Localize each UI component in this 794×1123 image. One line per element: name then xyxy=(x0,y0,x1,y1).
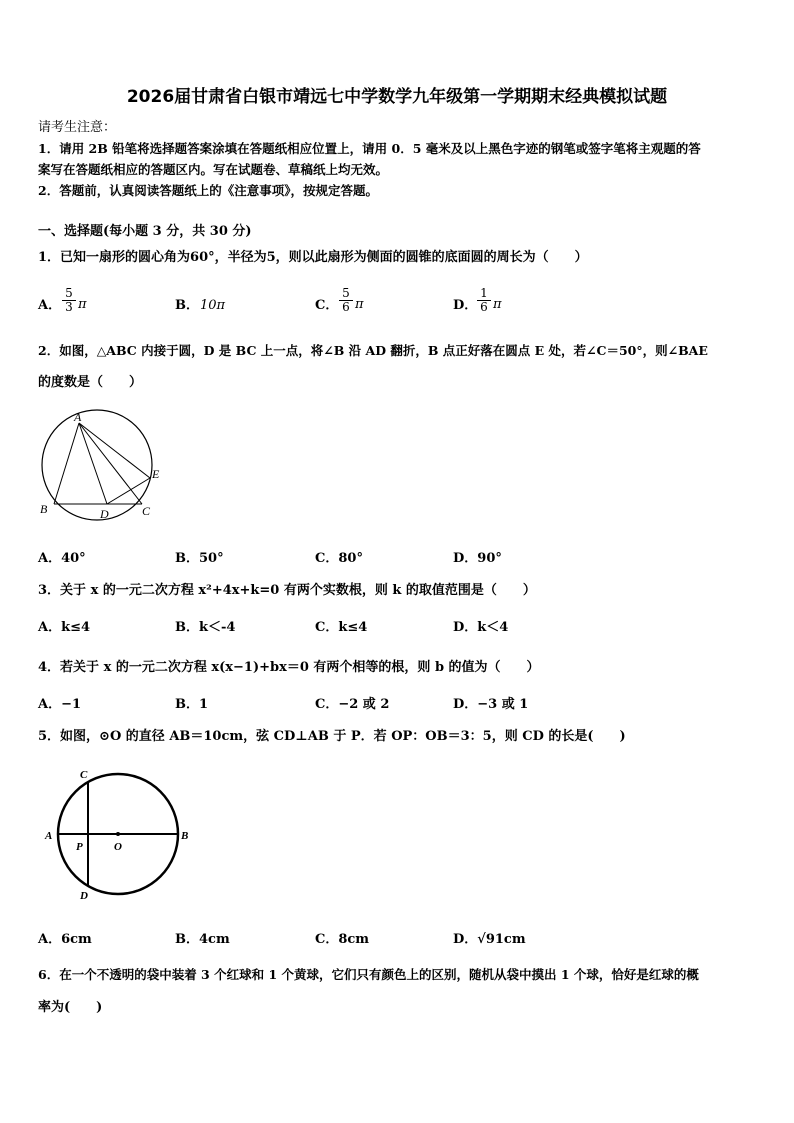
q1-a-denominator: 3 xyxy=(65,300,73,314)
q2-label-d: D xyxy=(100,507,109,521)
q5-option-d: D．√91cm xyxy=(453,932,526,947)
q1-option-c-label: C． xyxy=(315,298,339,313)
q2-label-e: E xyxy=(152,467,160,481)
q2-segment-de xyxy=(107,478,150,504)
q1-c-pi: π xyxy=(355,297,364,312)
q2-figure xyxy=(30,405,180,525)
q2-segment-ad xyxy=(79,423,107,504)
q1-option-d-label: D． xyxy=(453,298,478,313)
q5-center-point xyxy=(116,832,120,836)
q1-option-b: 10π xyxy=(200,298,226,313)
section-heading: 一、选择题(每小题 3 分，共 30 分) xyxy=(38,224,252,239)
q1-c-numerator: 5 xyxy=(339,287,353,301)
q4-stem: 4．若关于 x 的一元二次方程 x(x−1)+bx＝0 有两个相等的根，则 b 的值为（ ） xyxy=(38,660,540,675)
q1-option-a-fraction xyxy=(62,287,76,314)
q3-option-d: D．k＜4 xyxy=(453,620,509,635)
q3-option-a: A．k≤4 xyxy=(38,620,91,635)
notice-line-1b: 案写在答题纸相应的答题区内。写在试题卷、草稿纸上均无效。 xyxy=(38,162,389,177)
q1-option-d-fraction xyxy=(477,287,491,314)
q4-option-d: D．−3 或 1 xyxy=(453,697,529,712)
q1-d-numerator: 1 xyxy=(477,287,491,301)
q2-segment-ae xyxy=(79,423,150,478)
q1-a-numerator: 5 xyxy=(62,287,76,301)
q2-label-b: B xyxy=(40,502,48,516)
q4-option-a: A．−1 xyxy=(38,697,82,712)
q6-stem-line-1: 6．在一个不透明的袋中装着 3 个红球和 1 个黄球，它们只有颜色上的区别，随机从袋中摸出 1 个球，恰好是红球的概 xyxy=(38,967,699,982)
q5-option-a: A．6cm xyxy=(38,932,92,947)
q5-label-p: P xyxy=(76,841,83,853)
q1-option-b-label: B． xyxy=(175,298,199,313)
q4-option-b: B．1 xyxy=(175,697,209,712)
q4-option-c: C．−2 或 2 xyxy=(315,697,390,712)
q1-option-c-fraction xyxy=(339,287,353,314)
q5-label-b: B xyxy=(181,830,189,842)
q2-option-b: B．50° xyxy=(175,551,224,566)
q6-stem-line-2: 率为( ) xyxy=(38,1000,103,1015)
q5-option-c: C．8cm xyxy=(315,932,370,947)
q1-stem: 1．已知一扇形的圆心角为60°，半径为5，则以此扇形为侧面的圆锥的底面圆的周长为（ ） xyxy=(38,250,588,265)
q2-segment-ac xyxy=(79,423,142,504)
q5-label-d: D xyxy=(80,890,88,902)
q3-option-b: B．k＜-4 xyxy=(175,620,236,635)
q5-figure xyxy=(40,765,200,905)
q2-option-a: A．40° xyxy=(38,551,86,566)
q5-label-o: O xyxy=(114,841,122,853)
q5-label-a: A xyxy=(45,830,53,842)
q1-d-denominator: 6 xyxy=(480,300,488,314)
q5-option-b: B．4cm xyxy=(175,932,230,947)
q1-a-pi: π xyxy=(78,297,87,312)
q2-label-c: C xyxy=(142,504,151,518)
notice-line-1: 1．请用 2B 铅笔将选择题答案涂填在答题纸相应位置上，请用 0．5 毫米及以上黑色字迹的钢笔或签字笔将主观题的答 xyxy=(38,141,701,156)
q5-label-c: C xyxy=(80,769,88,781)
q2-stem-line-2: 的度数是（ ） xyxy=(38,375,143,390)
notice-heading: 请考生注意： xyxy=(38,120,117,135)
q2-option-c: C．80° xyxy=(315,551,363,566)
q2-stem-line-1: 2．如图，△ABC 内接于圆，D 是 BC 上一点，将∠B 沿 AD 翻折，B 点正好落在圆点 E 处，若∠C＝50°，则∠BAE xyxy=(38,343,708,358)
q1-c-denominator: 6 xyxy=(342,300,350,314)
q1-option-a-label: A． xyxy=(38,298,62,313)
page-title: 2026届甘肃省白银市靖远七中学数学九年级第一学期期末经典模拟试题 xyxy=(126,87,668,107)
q1-d-pi: π xyxy=(493,297,502,312)
notice-line-2: 2．答题前，认真阅读答题纸上的《注意事项》，按规定答题。 xyxy=(38,183,378,198)
q3-option-c: C．k≤4 xyxy=(315,620,368,635)
q2-segment-ab xyxy=(54,423,79,504)
q2-label-a: A xyxy=(74,410,82,424)
q2-option-d: D．90° xyxy=(453,551,502,566)
q3-stem: 3．关于 x 的一元二次方程 x²+4x+k=0 有两个实数根，则 k 的取值范围是（ ） xyxy=(38,583,536,598)
q5-stem: 5．如图，⊙O 的直径 AB＝10cm，弦 CD⊥AB 于 P．若 OP：OB＝3：5，则 CD 的长是( ) xyxy=(38,729,626,744)
